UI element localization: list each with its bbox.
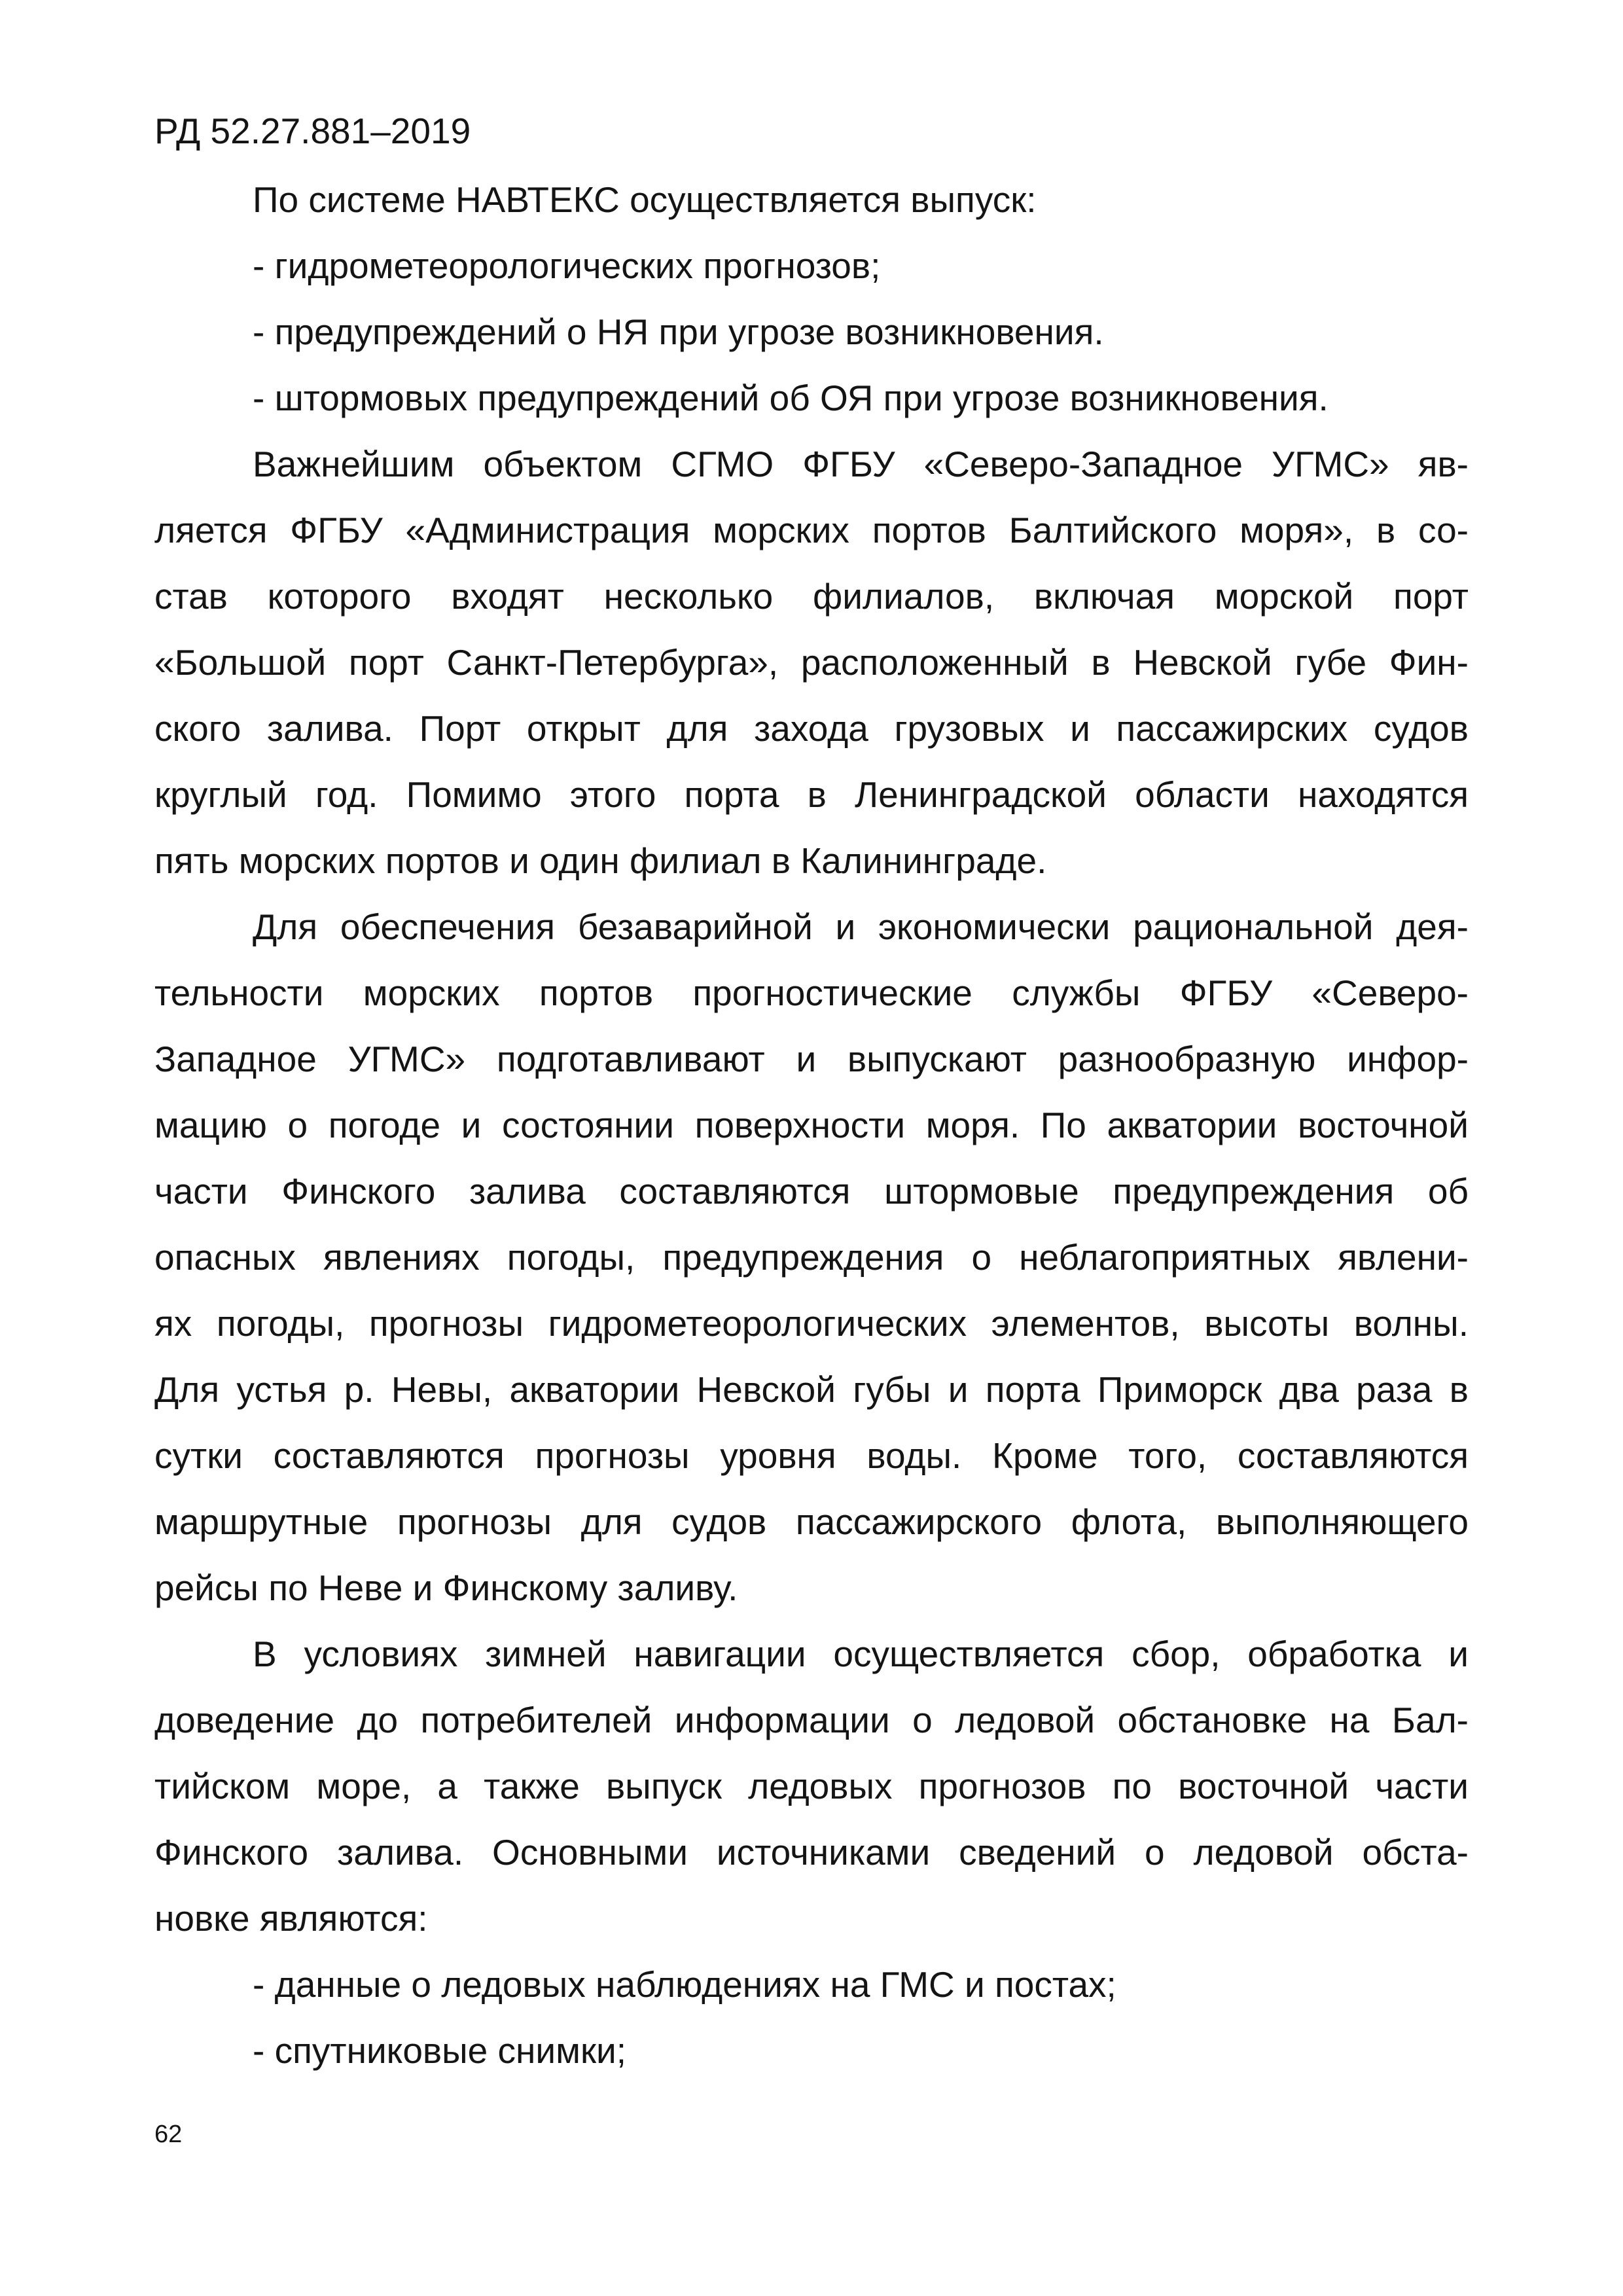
list-item: - гидрометеорологических прогнозов;	[253, 245, 881, 286]
text-line: рейсы по Неве и Финскому заливу.	[154, 1568, 738, 1608]
text-line: «Большой порт Санкт-Петербурга», расположенный в Невской губе Фин-	[154, 642, 1469, 683]
text-line: новке являются:	[154, 1898, 428, 1939]
text-line: маршрутные прогнозы для судов пассажирского флота, выполняющего	[154, 1501, 1469, 1542]
text-line: тийском море, а также выпуск ледовых прогнозов по восточной части	[154, 1766, 1469, 1806]
list-item: - спутниковые снимки;	[253, 2030, 627, 2071]
text-line: Для обеспечения безаварийной и экономически рациональной дея-	[253, 906, 1469, 947]
text-line: доведение до потребителей информации о ледовой обстановке на Бал-	[154, 1700, 1469, 1740]
text-line: ского залива. Порт открыт для захода грузовых и пассажирских судов	[154, 708, 1469, 749]
text-line: По системе НАВТЕКС осуществляется выпуск:	[253, 179, 1037, 220]
text-line: ях погоды, прогнозы гидрометеорологических элементов, высоты волны.	[154, 1303, 1469, 1344]
text-line: ляется ФГБУ «Администрация морских портов Балтийского моря», в со-	[154, 510, 1469, 550]
text-line: Финского залива. Основными источниками сведений о ледовой обста-	[154, 1832, 1469, 1873]
list-item: - штормовых предупреждений об ОЯ при угрозе возникновения.	[253, 378, 1329, 418]
text-line: опасных явлениях погоды, предупреждения о неблагоприятных явлени-	[154, 1237, 1469, 1278]
text-line: тельности морских портов прогностические службы ФГБУ «Северо-	[154, 973, 1469, 1013]
text-line: Важнейшим объектом СГМО ФГБУ «Северо-Западное УГМС» яв-	[253, 444, 1469, 484]
text-line: Западное УГМС» подготавливают и выпускают разнообразную инфор-	[154, 1039, 1469, 1079]
text-line: круглый год. Помимо этого порта в Ленинградской области находятся	[154, 774, 1469, 815]
text-line: став которого входят несколько филиалов, включая морской порт	[154, 576, 1469, 617]
list-item: - данные о ледовых наблюдениях на ГМС и постах;	[253, 1964, 1116, 2005]
document-body	[154, 167, 1469, 2084]
page-number: 62	[154, 2121, 183, 2148]
list-item: - предупреждений о НЯ при угрозе возникновения.	[253, 312, 1104, 352]
text-line: сутки составляются прогнозы уровня воды. Кроме того, составляются	[154, 1435, 1469, 1476]
document-code: РД 52.27.881–2019	[154, 111, 471, 151]
text-line: пять морских портов и один филиал в Калининграде.	[154, 840, 1047, 881]
text-line: мацию о погоде и состоянии поверхности моря. По акватории восточной	[154, 1105, 1469, 1145]
text-line: В условиях зимней навигации осуществляется сбор, обработка и	[253, 1634, 1469, 1674]
text-line: Для устья р. Невы, акватории Невской губы и порта Приморск два раза в	[154, 1369, 1469, 1410]
text-line: части Финского залива составляются штормовые предупреждения об	[154, 1171, 1469, 1211]
